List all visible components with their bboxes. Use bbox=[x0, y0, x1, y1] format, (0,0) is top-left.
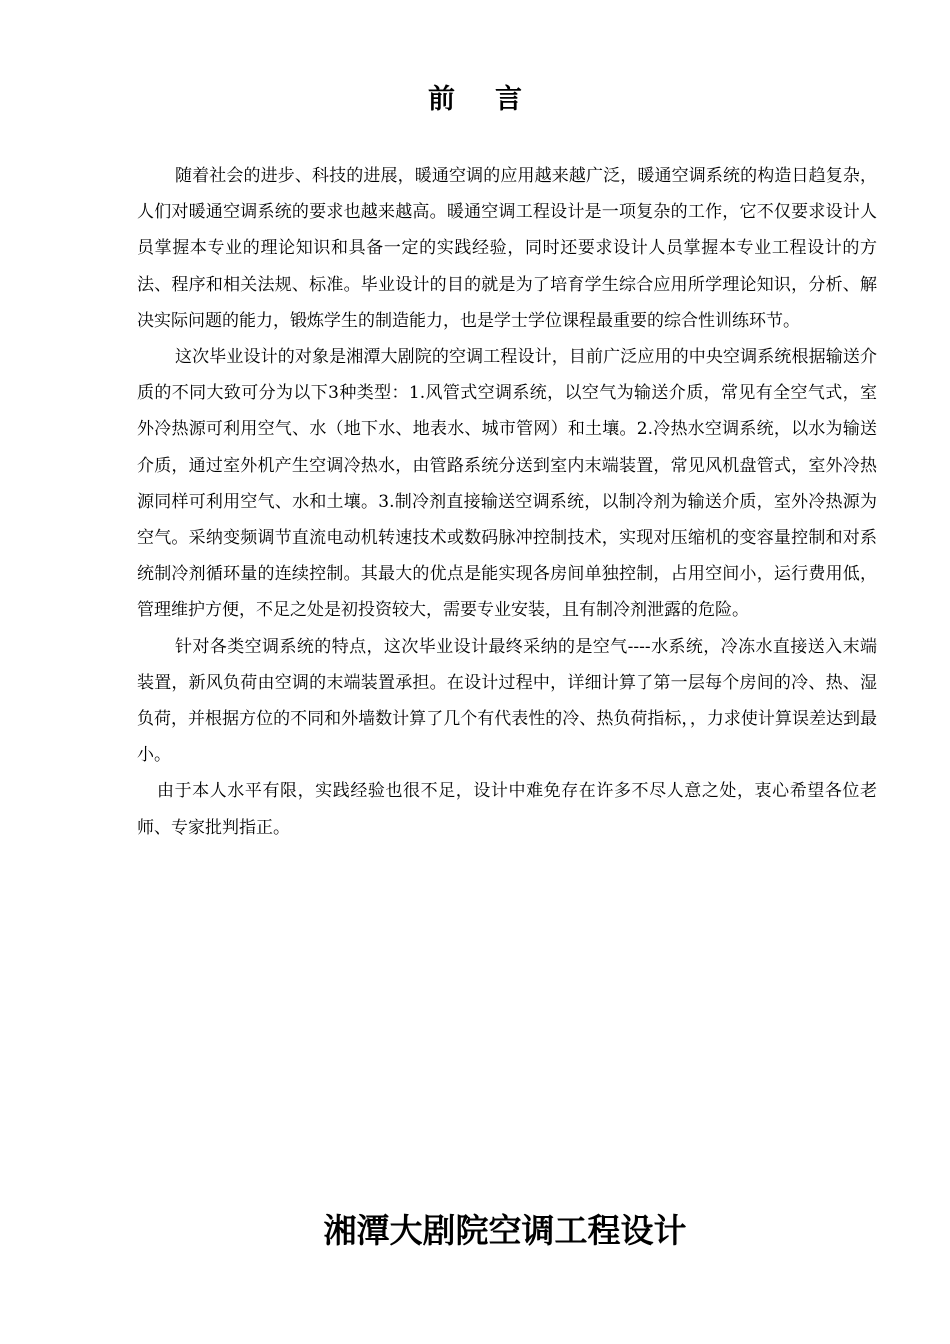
preface-heading: 前言 bbox=[428, 84, 562, 115]
paragraph-4: 由于本人水平有限，实践经验也很不足，设计中难免存在许多不尽人意之处，衷心希望各位老师、专家批判指正。 bbox=[137, 781, 877, 838]
paragraph-3: 针对各类空调系统的特点，这次毕业设计最终采纳的是空气----水系统，冷冻水直接送入末端装置，新风负荷由空调的末端装置承担。在设计过程中，详细计算了第一层每个房间的冷、热、湿负荷，并根据方位的不同和外墙数计算了几个有代表性的冷、热负荷指标，，力求使计算误差达到最小。 bbox=[137, 636, 877, 766]
document-title: 湘潭大剧院空调工程设计 bbox=[323, 1211, 687, 1250]
paragraph-2: 这次毕业设计的对象是湘潭大剧院的空调工程设计，目前广泛应用的中央空调系统根据输送介质的不同大致可分为以下3种类型：1.风管式空调系统，以空气为输送介质，常见有全空气式，室外冷热源可利用空气、水（地下水、地表水、城市管网）和土壤。2.冷热水空调系统，以水为输送介质，通过室外机产生空调冷热水，由管路系统分送到室内末端装置，常见风机盘管式，室外冷热源同样可利用空气、水和土壤。3.制冷剂直接输送空调系统，以制冷剂为输送介质，室外冷热源为空气。采纳变频调节直流电动机转速技术或数码脉冲控制技术，实现对压缩机的变容量控制和对系统制冷剂循环量的连续控制。其最大的优点是能实现各房间单独控制，占用空间小，运行费用低，管理维护方便，不足之处是初投资较大，需要专业安装，且有制冷剂泄露的危险。 bbox=[137, 347, 877, 621]
paragraph-1: 随着社会的进步、科技的进展，暖通空调的应用越来越广泛，暖通空调系统的构造日趋复杂，人们对暖通空调系统的要求也越来越高。暖通空调工程设计是一项复杂的工作，它不仅要求设计人员掌握本专业的理论知识和具备一定的实践经验，同时还要求设计人员掌握本专业工程设计的方法、程序和相关法规、标准。毕业设计的目的就是为了培育学生综合应用所学理论知识，分析、解决实际问题的能力，锻炼学生的制造能力，也是学士学位课程最重要的综合性训练环节。 bbox=[137, 166, 877, 331]
preface-body bbox=[137, 158, 877, 846]
